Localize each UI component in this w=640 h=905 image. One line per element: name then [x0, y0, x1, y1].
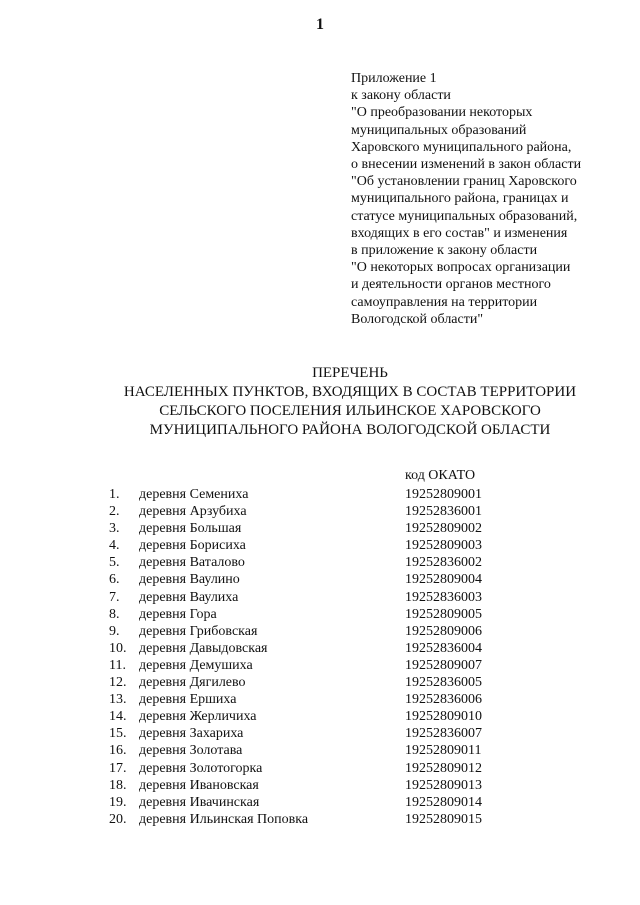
appendix-line: к закону области: [351, 88, 451, 104]
appendix-line: "Об установлении границ Харовского: [351, 174, 577, 190]
appendix-line: Вологодской области": [351, 311, 484, 327]
okato-code: 19252809006: [405, 623, 482, 639]
item-number: 20.: [109, 811, 127, 827]
page-number: 1: [316, 16, 324, 33]
list-item: [0, 708, 640, 725]
settlement-name: деревня Гора: [139, 606, 217, 622]
settlement-name: деревня Золотогорка: [139, 760, 263, 776]
item-number: 4.: [109, 538, 120, 554]
item-number: 17.: [109, 760, 127, 776]
okato-code: 19252809001: [405, 487, 482, 502]
appendix-line: муниципального района, границах и: [351, 191, 569, 207]
settlement-name: деревня Дягилево: [139, 675, 246, 691]
settlement-name: деревня Большая: [139, 521, 242, 537]
appendix-line: входящих в его состав" и изменения: [351, 225, 568, 241]
appendix-line: и деятельности органов местного: [351, 277, 551, 293]
appendix-line: Приложение 1: [351, 71, 437, 86]
list-item: [0, 657, 640, 674]
item-number: 1.: [109, 487, 120, 502]
item-number: 8.: [109, 606, 120, 622]
okato-code: 19252836004: [405, 640, 482, 656]
item-number: 6.: [109, 572, 120, 588]
list-item: [0, 589, 640, 606]
settlement-name: деревня Арзубиха: [139, 504, 247, 520]
settlement-name: деревня Грибовская: [139, 623, 258, 639]
list-item: [0, 777, 640, 794]
okato-code: 19252809011: [405, 743, 482, 759]
list-item: [0, 725, 640, 742]
settlement-name: деревня Ваулино: [139, 572, 240, 588]
okato-code: 19252809010: [405, 709, 482, 725]
okato-code: 19252836001: [405, 504, 482, 520]
settlement-name: деревня Ваталово: [139, 555, 245, 571]
settlement-name: деревня Ильинская Поповка: [139, 811, 309, 827]
item-number: 5.: [109, 555, 120, 571]
okato-code: 19252809002: [405, 521, 482, 537]
list-item: [0, 794, 640, 811]
appendix-line: муниципальных образований: [351, 122, 527, 138]
okato-code: 19252836003: [405, 589, 482, 605]
settlement-name: деревня Борисиха: [139, 538, 246, 554]
document-title: [0, 364, 640, 440]
settlement-list: [0, 486, 640, 828]
settlement-name: деревня Ваулиха: [139, 589, 239, 605]
okato-code: 19252809012: [405, 760, 482, 776]
list-item: [0, 691, 640, 708]
settlement-name: деревня Давыдовская: [139, 640, 268, 656]
list-item: [0, 486, 640, 503]
item-number: 9.: [109, 623, 120, 639]
list-item: [0, 554, 640, 571]
list-item: [0, 520, 640, 537]
okato-code: 19252809014: [405, 794, 482, 810]
settlement-name: деревня Захариха: [139, 726, 244, 742]
settlement-name: деревня Ивановская: [139, 777, 259, 793]
item-number: 13.: [109, 692, 127, 708]
list-item: [0, 606, 640, 623]
list-item: [0, 571, 640, 588]
appendix-line: самоуправления на территории: [351, 294, 538, 310]
item-number: 16.: [109, 743, 127, 759]
appendix-line: "О некоторых вопросах организации: [351, 260, 571, 276]
appendix-line: Харовского муниципального района,: [351, 139, 572, 155]
settlement-name: деревня Ивачинская: [139, 794, 260, 810]
okato-code: 19252836006: [405, 692, 482, 708]
item-number: 10.: [109, 640, 127, 656]
item-number: 18.: [109, 777, 127, 793]
okato-code: 19252809013: [405, 777, 482, 793]
okato-code: 19252836007: [405, 726, 482, 742]
list-item: [0, 742, 640, 759]
okato-code: 19252809005: [405, 606, 482, 622]
item-number: 15.: [109, 726, 127, 742]
title-line: НАСЕЛЕННЫХ ПУНКТОВ, ВХОДЯЩИХ В СОСТАВ ТЕРРИТОРИИ: [123, 384, 577, 400]
okato-code: 19252809015: [405, 811, 482, 827]
appendix-line: статусе муниципальных образований,: [351, 208, 578, 224]
okato-code: 19252809007: [405, 657, 482, 673]
appendix-line: о внесении изменений в закон области: [351, 157, 582, 173]
item-number: 14.: [109, 709, 127, 725]
list-item: [0, 811, 640, 828]
list-item: [0, 760, 640, 777]
list-item: [0, 537, 640, 554]
title-line: МУНИЦИПАЛЬНОГО РАЙОНА ВОЛОГОДСКОЙ ОБЛАСТИ: [149, 422, 551, 438]
settlement-name: деревня Жерличиха: [139, 709, 257, 725]
item-number: 19.: [109, 794, 127, 810]
title-line: СЕЛЬСКОГО ПОСЕЛЕНИЯ ИЛЬИНСКОЕ ХАРОВСКОГО: [159, 403, 541, 419]
item-number: 11.: [109, 657, 126, 673]
okato-code: 19252836005: [405, 675, 482, 691]
item-number: 7.: [109, 589, 120, 605]
appendix-line: в приложение к закону области: [351, 243, 538, 259]
appendix-reference: [351, 70, 631, 328]
okato-code: 19252809003: [405, 538, 482, 554]
okato-column-header: код ОКАТО: [405, 468, 476, 483]
item-number: 2.: [109, 504, 120, 520]
okato-code: 19252809004: [405, 572, 482, 588]
list-item: [0, 674, 640, 691]
settlement-name: деревня Ершиха: [139, 692, 237, 708]
appendix-line: "О преобразовании некоторых: [351, 105, 533, 121]
list-item: [0, 503, 640, 520]
title-heading: ПЕРЕЧЕНЬ: [312, 365, 388, 381]
list-item: [0, 623, 640, 640]
okato-code: 19252836002: [405, 555, 482, 571]
settlement-name: деревня Золотава: [139, 743, 243, 759]
settlement-name: деревня Семениха: [139, 487, 249, 502]
item-number: 3.: [109, 521, 120, 537]
list-item: [0, 640, 640, 657]
item-number: 12.: [109, 675, 127, 691]
settlement-name: деревня Демушиха: [139, 657, 253, 673]
